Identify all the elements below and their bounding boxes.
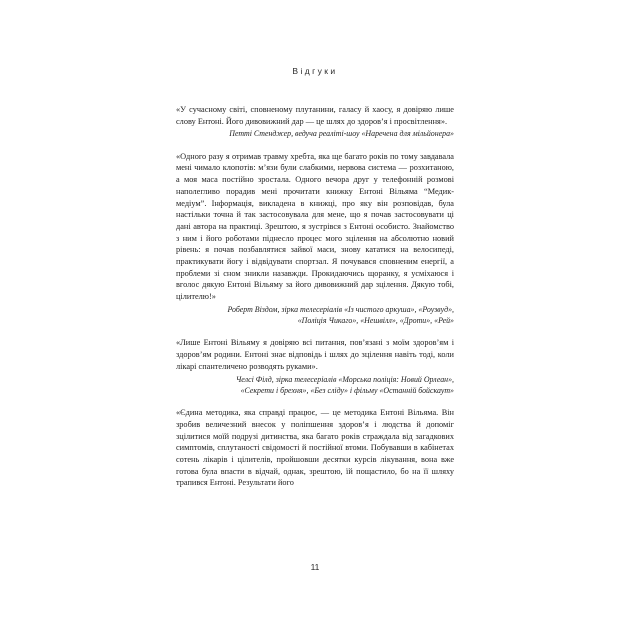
page-number: 11 (310, 562, 320, 572)
attribution-line: Роберт Віздом, зірка телесеріалів «Із чистого аркуша», «Роузвуд», (227, 304, 454, 314)
testimonials-container (176, 104, 454, 489)
testimonial-block (176, 407, 454, 489)
testimonial-attribution (176, 128, 454, 139)
testimonial-attribution (176, 374, 454, 397)
testimonial-text: «Одного разу я отримав травму хребта, яка ще багато років по тому завдавала мені чимало клопотів: м’язи були слабкими, нервова система — розхитаною, а моя маса постійно зростала. Одного вечора друг у телефонній розмові наполегливо порадив мені прочитати книжку Ентоні Вільяма “Медик-медіум”. Інформація, викладена в книжці, про яку він розповідав, була настільки точна й так застосовувала для мене, що я почав застосовувати ці дані автора на практиці. Зрештою, я зустрівся з Ентоні особисто. Знайомство з ним і його роботами піднесло процес мого зцілення на абсолютно новий рівень: я почав позбавлятися зайвої маси, знову кататися на велосипеді, практикувати йогу і відвідувати спортзал. Я почувався сповненим енергії, а проблеми зі сном зникли назавжди. Прокидаючись щоранку, я усміхаюся і вголос дякую Ентоні Вільяму за його дивовижний дар зцілення. Дякую тобі, цілителю!» (176, 151, 454, 302)
testimonial-text: «Лише Ентоні Вільяму я довіряю всі питання, пов’язані з моїм здоров’ям і здоров’ям родини. Ентоні знає відповідь і шлях до зцілення навіть тоді, коли лікарі спантеличено розводять руками». (176, 338, 454, 371)
testimonial-attribution (176, 304, 454, 327)
attribution-line: Петті Стенджер, ведуча реаліті-шоу «Наречена для мільйонера» (229, 129, 454, 139)
attribution-line: «Секрети і брехня», «Без сліду» і фільму «Останній бойскаут» (240, 385, 454, 395)
testimonial-text: «У сучасному світі, сповненому плутанини, галасу й хаосу, я довіряю лише слову Ентоні. Його дивовижний дар — це шлях до здоров’я і просвітлення». (176, 105, 454, 126)
attribution-line: «Поліція Чикаго», «Нешвілл», «Дроти», «Рей» (297, 316, 454, 326)
attribution-line: Челсі Філд, зірка телесеріалів «Морська поліція: Новий Орлеан», (235, 374, 454, 384)
page-header: Відгуки (292, 66, 338, 76)
testimonial-block (176, 151, 454, 327)
testimonial-text: «Єдина методика, яка справді працює, — це методика Ентоні Вільяма. Він зробив величезний внесок у поліпшення здоров’я і людства й допоміг зцілитися моїй подрузі дитинства, яка багато років страждала від загадкових симптомів, сплутаності свідомості й постійної втоми. Побувавши в кабінетах сотень лікарів і цілителів, пройшовши десятки курсів лікування, вона вже готова була впасти в відчай, однак, зрештою, їй пощастило, бо на її шляху трапився Ентоні. Результати його (176, 408, 454, 488)
testimonial-block (176, 337, 454, 396)
testimonial-block (176, 104, 454, 140)
